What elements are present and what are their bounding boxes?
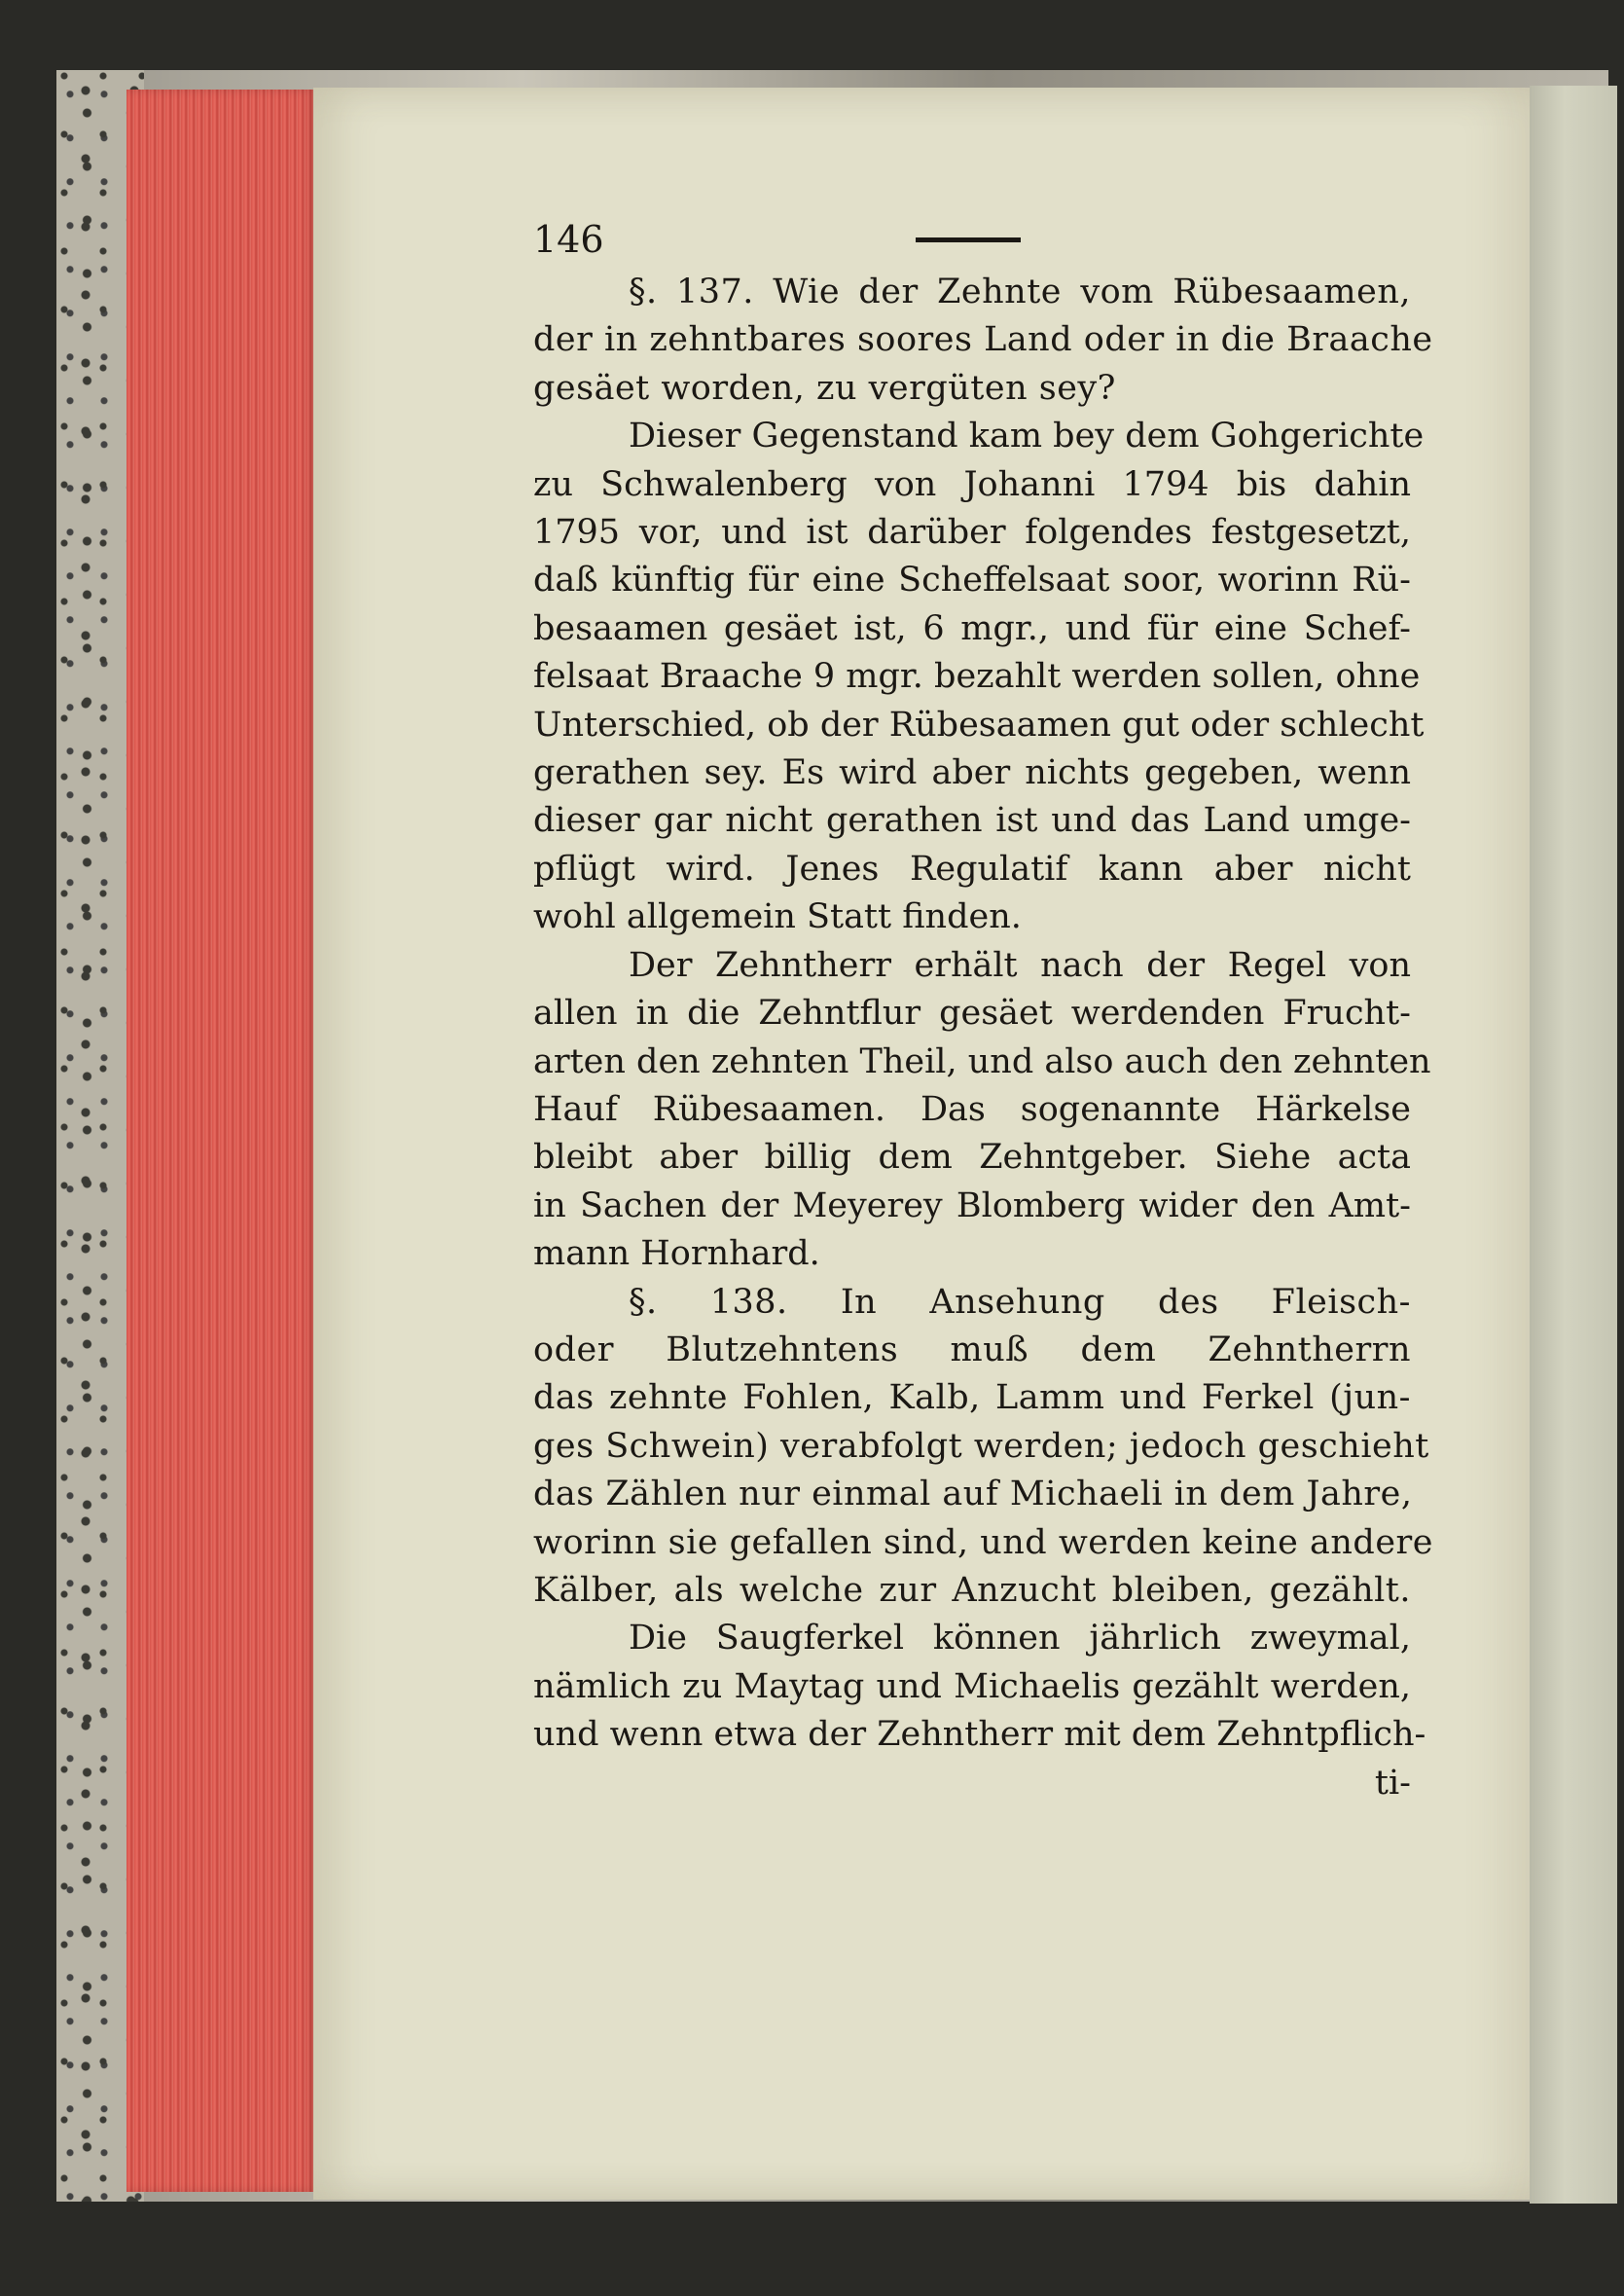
page-number: 146 (533, 218, 604, 261)
text-line: Die Saugferkel können jährlich zweymal, (629, 1619, 1411, 1658)
text-line: zu Schwalenberg von Johanni 1794 bis dahin (533, 464, 1411, 504)
catchword: ti- (1374, 1763, 1411, 1803)
text-line: felsaat Braache 9 mgr. bezahlt werden sollen, ohne (533, 657, 1421, 697)
text-line: das zehnte Fohlen, Kalb, Lamm und Ferkel (jun- (533, 1378, 1411, 1418)
text-line: gerathen sey. Es wird aber nichts gegeben, wenn (533, 753, 1411, 793)
text-line: dieser gar nicht gerathen ist und das Land umge- (533, 801, 1411, 841)
text-line: oder Blutzehntens muß dem Zehntherrn (533, 1330, 1411, 1369)
text-line: nämlich zu Maytag und Michaelis gezählt werden, (533, 1666, 1411, 1706)
text-line: Unterschied, ob der Rübesaamen gut oder schlecht (533, 705, 1425, 745)
text-line: Der Zehntherr erhält nach der Regel von (629, 945, 1411, 985)
text-line: bleibt aber billig dem Zehntgeber. Siehe acta (533, 1138, 1411, 1178)
section-137-heading (533, 269, 1433, 413)
page-text (533, 216, 1433, 1807)
text-line: daß künftig für eine Scheffelsaat soor, worinn Rü- (533, 561, 1411, 601)
text-line: ges Schwein) verabfolgt werden; jedoch geschieht (533, 1426, 1429, 1466)
text-line: mann Hornhard. (533, 1234, 820, 1274)
text-line: allen in die Zehntflur gesäet werdenden Frucht- (533, 994, 1411, 1034)
red-page-edges (126, 90, 316, 2192)
text-line: gesäet worden, zu vergüten sey? (533, 368, 1116, 408)
text-line: 1795 vor, und ist darüber folgendes festgesetzt, (533, 513, 1411, 553)
text-line: das Zählen nur einmal auf Michaeli in dem Jahre, (533, 1475, 1413, 1514)
header-rule (916, 237, 1021, 242)
text-line: der in zehntbares soores Land oder in die Braache (533, 320, 1433, 360)
text-line: worinn sie gefallen sind, und werden keine andere (533, 1522, 1433, 1562)
text-line: in Sachen der Meyerey Blomberg wider den Amt- (533, 1185, 1411, 1225)
text-line: §. 137. Wie der Zehnte vom Rübesaamen, (629, 273, 1411, 311)
text-line: §. 138. In Ansehung des Fleisch- (629, 1282, 1411, 1322)
text-line: Kälber, als welche zur Anzucht bleiben, gezählt. (533, 1570, 1411, 1610)
section-138-heading (533, 1279, 1433, 1616)
text-line: und wenn etwa der Zehntherr mit dem Zehntpflich- (533, 1715, 1426, 1755)
facing-page-edge (1530, 86, 1617, 2204)
text-line: Dieser Gegenstand kam bey dem Gohgerichte (629, 417, 1425, 456)
text-line: Hauf Rübesaamen. Das sogenannte Härkelse (533, 1089, 1411, 1129)
section-137-paragraph-2 (533, 942, 1431, 1279)
section-138-paragraph-1 (533, 1615, 1426, 1759)
section-137-paragraph-1 (533, 413, 1425, 941)
text-line: arten den zehnten Theil, und also auch den zehnten (533, 1041, 1431, 1081)
text-line: pflügt wird. Jenes Regulatif kann aber nicht (533, 849, 1411, 889)
text-line: besaamen gesäet ist, 6 mgr., und für eine Schef- (533, 608, 1411, 648)
page-header (533, 216, 1411, 269)
text-line: wohl allgemein Statt finden. (533, 897, 1022, 937)
